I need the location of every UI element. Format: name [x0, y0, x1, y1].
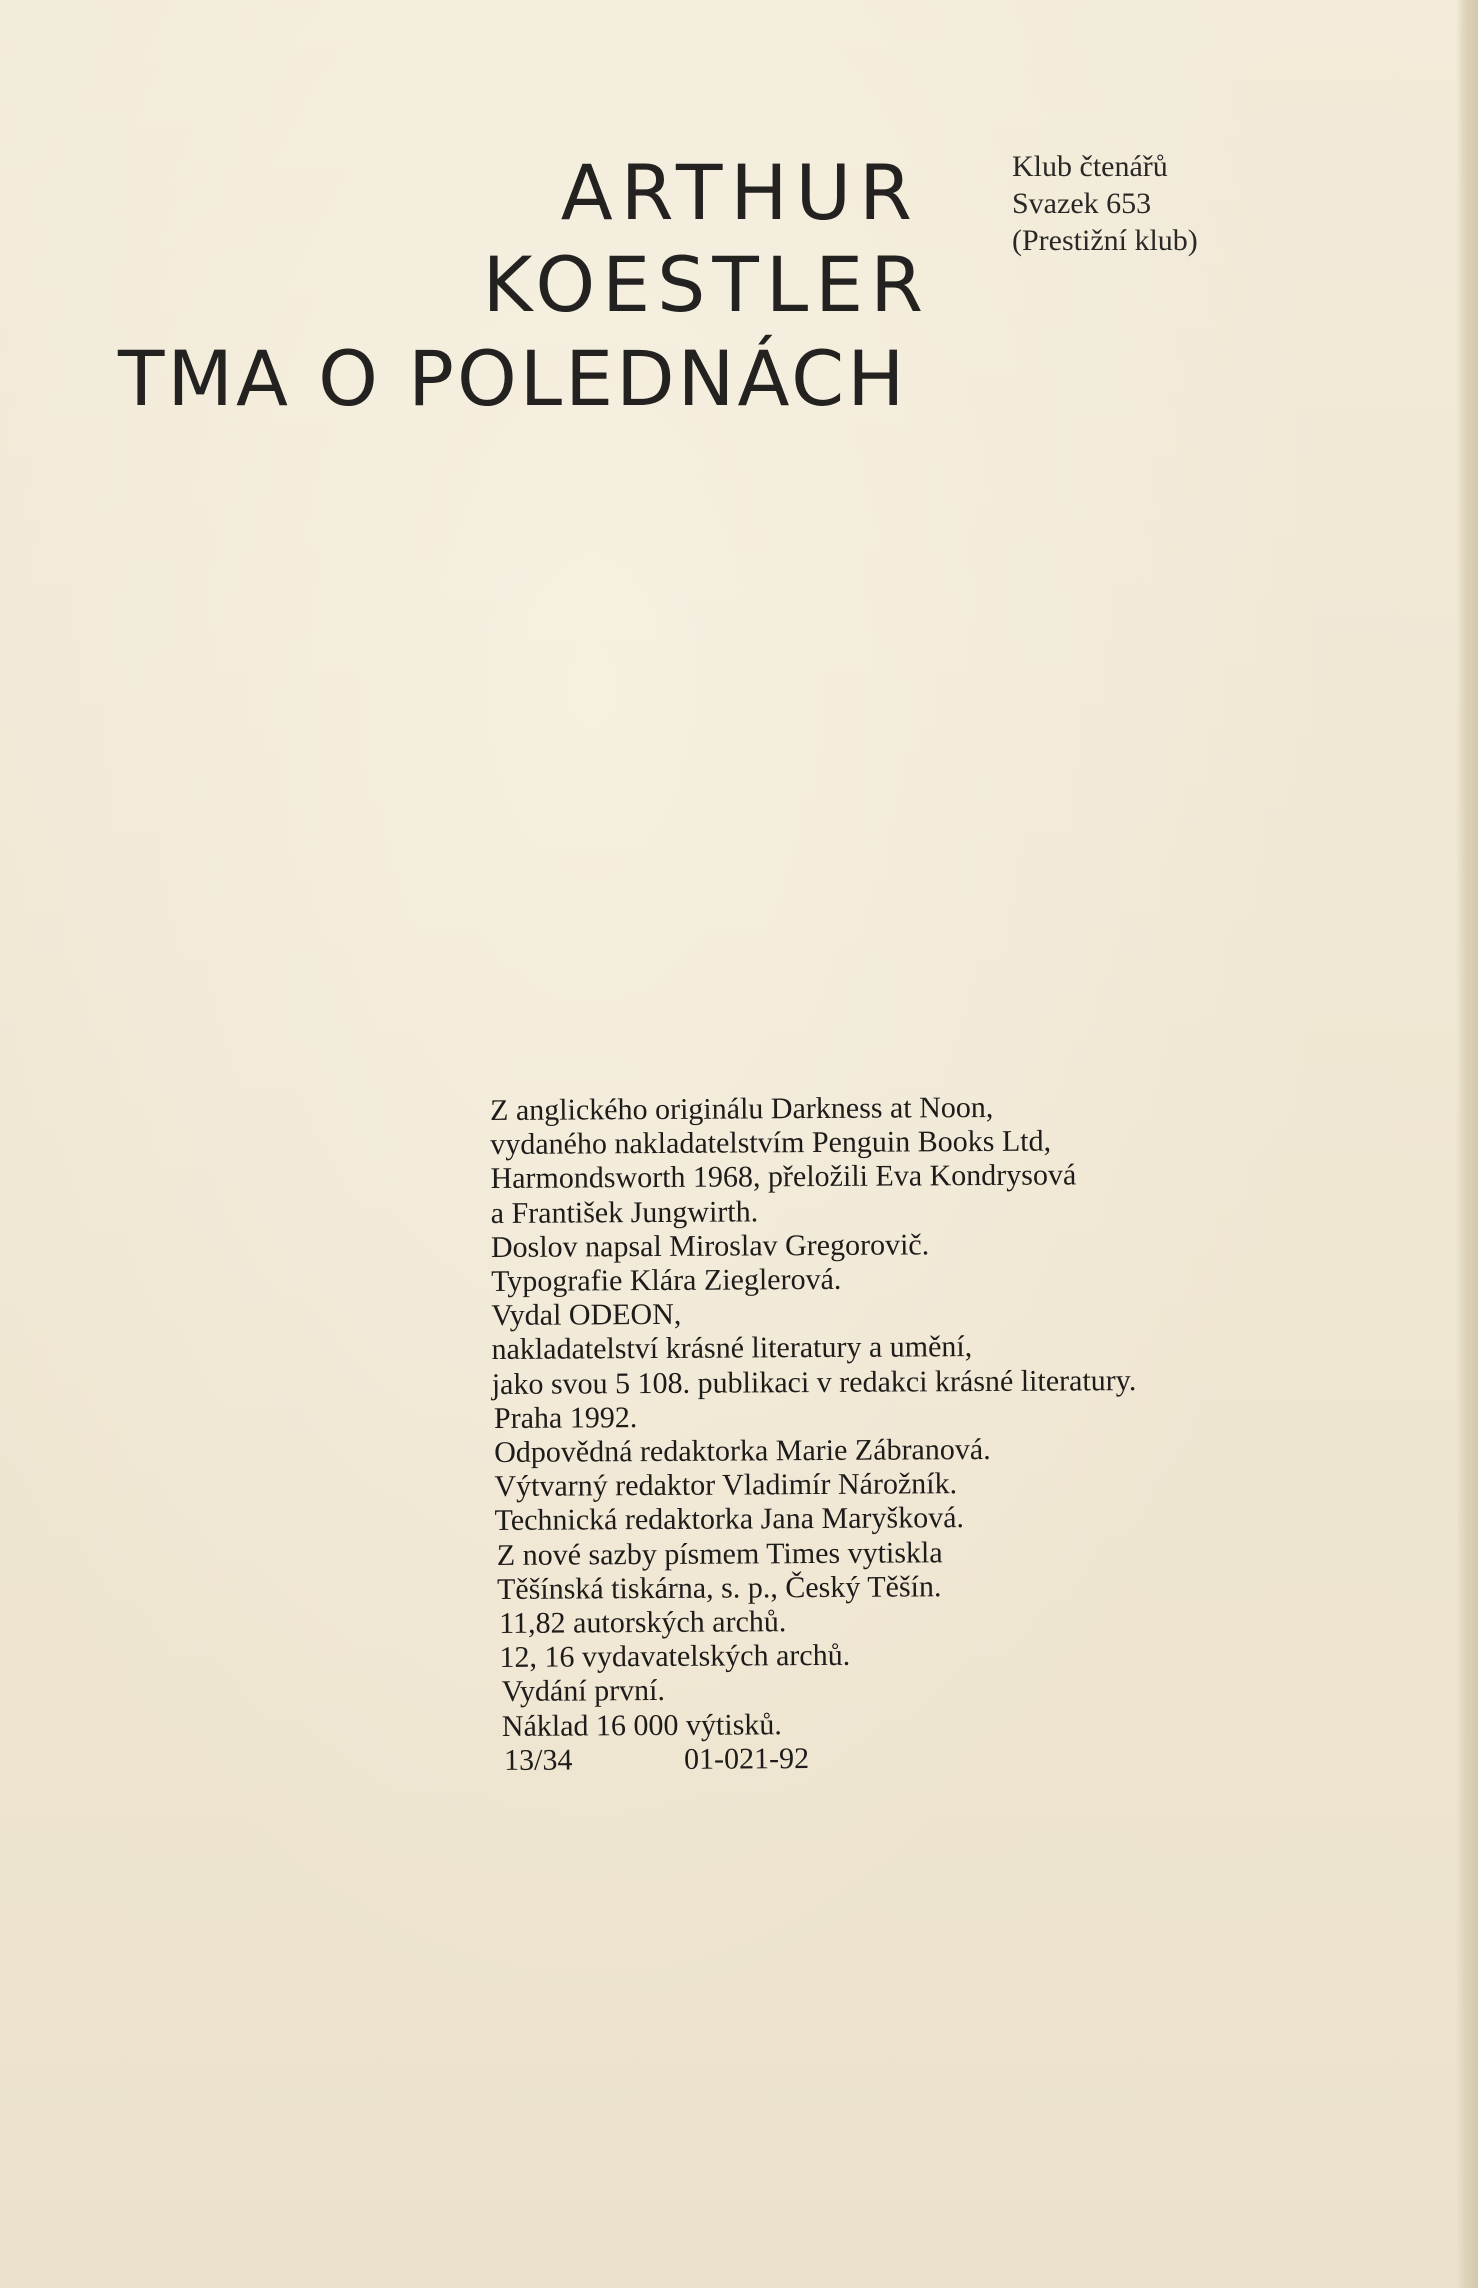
colophon-line: vydaného nakladatelstvím Penguin Books Ltd, — [490, 1124, 1052, 1162]
colophon-line: Výtvarný redaktor Vladimír Nárožník. — [494, 1467, 958, 1504]
colophon-line: Vydal ODEON, — [491, 1298, 682, 1333]
colophon-line: Odpovědná redaktorka Marie Zábranová. — [494, 1432, 991, 1470]
series-volume: Svazek 653 — [1012, 187, 1152, 220]
book-title: TMA O POLEDNÁCH — [118, 334, 908, 423]
colophon-line: 12, 16 vydavatelských archů. — [499, 1639, 851, 1675]
colophon-line: a František Jungwirth. — [490, 1194, 759, 1230]
colophon-line: Náklad 16 000 výtisků. — [501, 1707, 782, 1743]
colophon-line: Praha 1992. — [493, 1400, 638, 1435]
publication-codes — [494, 1738, 1374, 1778]
author-last-name: KOESTLER — [482, 240, 930, 329]
colophon-line: Doslov napsal Miroslav Gregorovič. — [490, 1228, 930, 1264]
code-left: 13/34 — [503, 1743, 573, 1777]
colophon-line: Z anglického originálu Darkness at Noon, — [490, 1090, 994, 1127]
code-right: 01-021-92 — [683, 1741, 810, 1776]
colophon-line: Technická redaktorka Jana Maryšková. — [494, 1501, 965, 1538]
series-subclub: (Prestižní klub) — [1012, 224, 1198, 257]
colophon-line: jako svou 5 108. publikaci v redakci krásné literatury. — [491, 1363, 1137, 1401]
colophon-line: nakladatelství krásné literatury a umění, — [491, 1330, 973, 1367]
colophon-line: Harmondsworth 1968, přeložili Eva Kondrysová — [490, 1158, 1077, 1196]
series-info — [1012, 148, 1198, 259]
colophon-line: Typografie Klára Zieglerová. — [491, 1262, 842, 1299]
colophon-line: 11,82 autorských archů. — [499, 1605, 787, 1640]
colophon-line: Z nové sazby písmem Times vytiskla — [496, 1535, 943, 1572]
series-club: Klub čtenářů — [1012, 150, 1168, 183]
page-edge — [1456, 0, 1478, 2288]
author-first-name: ARTHUR — [560, 148, 920, 237]
colophon — [490, 1089, 1374, 1778]
colophon-line: Vydání první. — [501, 1674, 666, 1709]
colophon-line: Těšínská tiskárna, s. p., Český Těšín. — [496, 1570, 942, 1606]
